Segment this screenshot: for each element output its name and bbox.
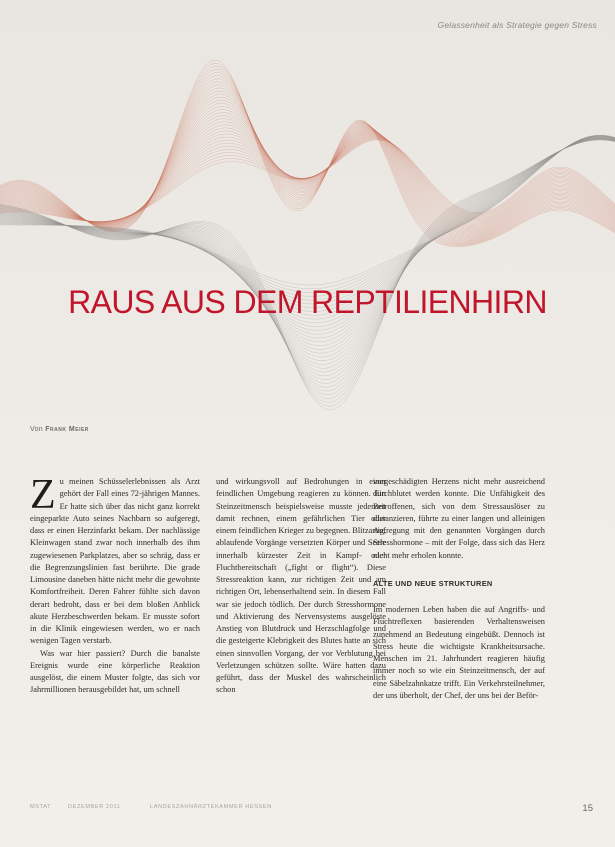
footer-issue-date: DEZEMBER 2011 xyxy=(68,804,121,810)
article-title: RAUS AUS DEM REPTILIENHIRN xyxy=(68,284,547,320)
article-paragraph xyxy=(30,472,200,648)
page-number: 15 xyxy=(582,803,593,814)
section-subhead: ALTE UND NEUE STRUKTUREN xyxy=(373,578,493,588)
dropcap: Z xyxy=(30,472,56,518)
byline-author: Frank Meier xyxy=(45,426,89,433)
article-paragraph: vorgeschädigten Herzens nicht mehr ausreichend durchblutet werden konnte. Die Unfähigkeit des Betroffenen, sich von dem Stressauslöser zu distanzieren, führte zu einer langen und alleinigen Aufregung mit den genannten Vorgängen durch Stresshormone – mit der Folge, dass sich das Herz nicht mehr erholen konnte. xyxy=(373,477,545,560)
article-paragraph: Was war hier passiert? Durch die banalste Ereignis wurde eine körperliche Reaktion ausgelöst, die einem Muster folgte, das sich vor Jahrmillionen herausgebildet hat, um schnell xyxy=(30,648,200,695)
footer-publication: MSTAT xyxy=(30,804,52,810)
byline xyxy=(30,426,89,433)
byline-prefix: Von xyxy=(30,426,43,433)
article-column-1 xyxy=(30,472,200,697)
running-head: Gelassenheit als Strategie gegen Stress xyxy=(437,20,597,30)
article-paragraph: und wirkungsvoll auf Bedrohungen in einer feindlichen Umgebung reagieren zu können. Ein Steinzeitmensch beispielsweise musste jederzeit damit rechnen, einem gefährlichen Tier oder einem feindlichen Krieger zu begegnen. Blitzartig, ablaufende Vorgänge versetzten Körper und Seele innerhalb kürzester Zeit in Kampf- oder Fluchtbereitschaft („fight or flight“). Diese Stressreaktion kann, zur richtigen Zeit und am richtigen Ort, lebenserhaltend sein. In diesem Fall war sie jedoch tödlich. Der durch Stresshormone und Aktivierung des Nervensystems ausgelöste Anstieg von Blutdruck und Herzschlagfolge und die gesteigerte Klebrigkeit des Blutes hatte an sich einen sinnvollen Vorgang, der vor Verblutung bei Verletzungen schützen sollte. Wäre hatten dazu geführt, dass der Muskel des wahrscheinlich schon xyxy=(216,477,386,695)
article-paragraph: Im modernen Leben haben die auf Angriffs- und Fluchtreflexen basierenden Verhaltensweisen zunehmend an Bedeutung eingebüßt. Dennoch ist Stress heute die wichtigste Krankheitsursache. Menschen im 21. Jahrhundert reagieren häufig immer noch so wie ein Steinzeitmensch, der auf eine Säbelzahnkatze trifft. Ein Verkehrsteilnehmer, der uns überholt, der Chef, der uns bei der Beför- xyxy=(373,605,545,700)
article-column-2 xyxy=(216,476,386,697)
article-column-3 xyxy=(373,476,545,702)
footer-publisher: LANDESZAHNÄRZTEKAMMER HESSEN xyxy=(150,804,272,810)
paragraph-text: u meinen Schüsselerlebnissen als Arzt gehört der Fall eines 72-jährigen Mannes. Er hatte sich über das nicht ganz korrekt eingeparkte Auto seines Nachbarn so aufgeregt, dass er einen Herzinfarkt bekam. Der nachlässige Kleinwagen stand zwar noch innerhalb des ihm zugewiesenen Parkplatzes, aber so schräg, dass er die Begrenzungslinien fast berührte. Die grade Limousine daneben hätte nicht mehr die gewohnte Komfortfreiheit. Deren Fahrer fühlte sich davon derart bedroht, dass er bei dem bloßen Anblick akute Herzbeschwerden bekam. Er musste sofort in die Klinik eingewiesen werden, wo er nach wenigen Tagen verstarb. xyxy=(30,477,200,646)
